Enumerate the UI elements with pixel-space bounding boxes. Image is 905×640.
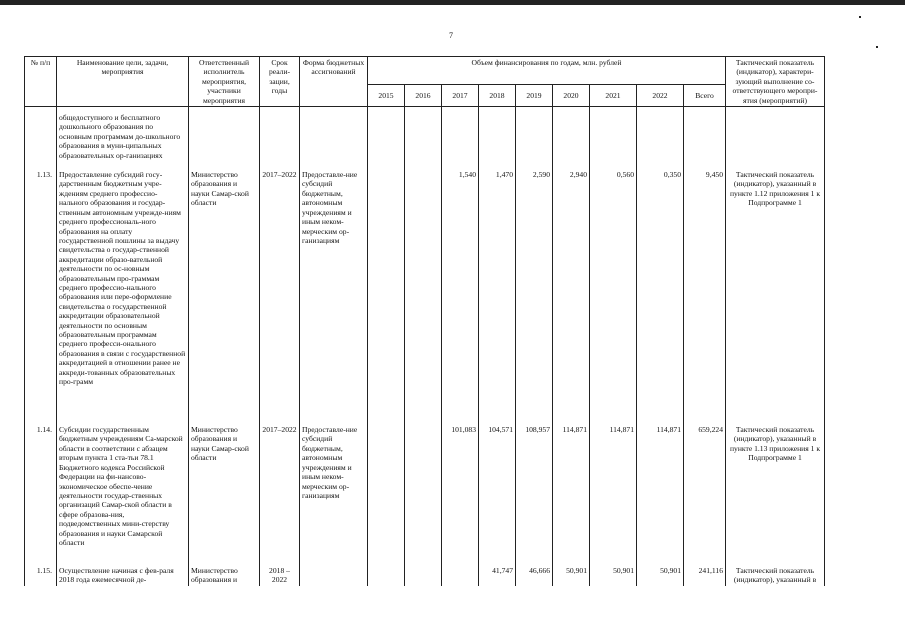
row-value: 50,901 (637, 560, 684, 586)
header-year: 2015 (368, 84, 405, 106)
row-value (516, 107, 553, 165)
header-responsible: Ответственный исполнитель мероприятия, участники мероприятия (189, 57, 260, 107)
row-value: 50,901 (553, 560, 590, 586)
header-form: Форма бюджетных ассигнований (300, 57, 368, 107)
row-value (637, 107, 684, 165)
header-year: 2021 (590, 84, 637, 106)
row-total: 659,224 (684, 419, 726, 560)
row-value (368, 419, 405, 560)
row-name: Субсидии государственным бюджетным учреждениям Са-марской области в соответствии с абзацем вторым пункта 1 ста-тьи 78.1 Бюджетного кодекса Российской Федерации на фи-нансово-экономическое обеспе-чение деятельности государ-ственных организаций Самар-ской области в сфере образова-ния, подведомственных мини-стерству образования и науки Самарской области (57, 419, 189, 560)
row-num: 1.14. (25, 419, 57, 560)
row-value (442, 107, 479, 165)
header-financing: Объем финансирования по годам, млн. рублей (368, 57, 726, 85)
row-value (442, 560, 479, 586)
row-name: Предоставление субсидий госу-дарственным бюджетным учре-ждениям среднего профессио-нального образования и государ-ственным автономным учрежде-ниям среднего профессиональ-ного образования на оплату государственной пошлины за выдачу свидетельства о государ-ственной аккредитации образо-вательной деятельности по ос-новным образовательным про-граммам среднего профессио-нального образования или пере-оформление свидетельства о государственной аккредитации образовательной деятельности по основным образовательным программам среднего професси-онального образования в связи с государственной аккредитацией в отношении ранее не аккреди-тованных образовательных про-грамм (57, 164, 189, 419)
row-value (405, 107, 442, 165)
header-year: 2017 (442, 84, 479, 106)
row-value: 114,871 (590, 419, 637, 560)
financing-table (24, 56, 825, 586)
row-responsible (189, 107, 260, 165)
header-indicator: Тактический показатель (индикатор), характери-зующий выполнение со-ответствующего меропри-ятия (мероприятий) (726, 57, 825, 107)
row-term: 2017–2022 (260, 419, 300, 560)
header-year: 2016 (405, 84, 442, 106)
row-form (300, 560, 368, 586)
header-year: 2018 (479, 84, 516, 106)
row-value (553, 107, 590, 165)
row-responsible: Министерство образования и науки Самар-ской области (189, 164, 260, 419)
row-term (260, 107, 300, 165)
header-name: Наименование цели, задачи, мероприятия (57, 57, 189, 107)
row-value (479, 107, 516, 165)
table-row (25, 419, 825, 560)
row-term: 2017–2022 (260, 164, 300, 419)
header-total: Всего (684, 84, 726, 106)
header-year: 2019 (516, 84, 553, 106)
row-total (684, 107, 726, 165)
row-value: 50,901 (590, 560, 637, 586)
row-value (405, 560, 442, 586)
row-value (405, 164, 442, 419)
row-form: Предоставле-ние субсидий бюджетным, автономным учреждениям и иным неком-мерческим ор-ганизациям (300, 419, 368, 560)
row-form (300, 107, 368, 165)
table-row (25, 560, 825, 586)
row-total: 9,450 (684, 164, 726, 419)
row-responsible: Министерство образования и науки Самар-ской области (189, 419, 260, 560)
row-value: 1,470 (479, 164, 516, 419)
row-name: Осуществление начиная с фев-раля 2018 года ежемесячной де- (57, 560, 189, 586)
row-name: общедоступного и бесплатного дошкольного образования по основным программам до-школьного образования в муни-ципальных образовательных ор-ганизациях (57, 107, 189, 165)
row-term: 2018 – 2022 (260, 560, 300, 586)
row-num (25, 107, 57, 165)
row-form: Предоставле-ние субсидий бюджетным, автономным учреждениям и иным неком-мерческим ор-ганизациям (300, 164, 368, 419)
page-number: 7 (449, 31, 453, 40)
header-term: Срок реали-зации, годы (260, 57, 300, 107)
row-total: 241,116 (684, 560, 726, 586)
row-indicator: Тактический показатель (индикатор), указанный в пункте 1.13 приложения 1 к Подпрограмме 1 (726, 419, 825, 560)
row-num: 1.15. (25, 560, 57, 586)
row-value: 114,871 (553, 419, 590, 560)
page-top-border (0, 0, 905, 5)
row-indicator: Тактический показатель (индикатор), указанный в пункте 1.12 приложения 1 к Подпрограмме 1 (726, 164, 825, 419)
row-value: 41,747 (479, 560, 516, 586)
row-indicator: Тактический показатель (индикатор), указанный в (726, 560, 825, 586)
row-value: 46,666 (516, 560, 553, 586)
row-value: 104,571 (479, 419, 516, 560)
row-value: 101,083 (442, 419, 479, 560)
row-indicator (726, 107, 825, 165)
table-row (25, 107, 825, 165)
row-value: 0,560 (590, 164, 637, 419)
header-num: № п/п (25, 57, 57, 107)
scan-dot (859, 16, 861, 18)
row-value: 2,590 (516, 164, 553, 419)
scan-dot (876, 46, 878, 48)
row-value: 1,540 (442, 164, 479, 419)
table-row (25, 164, 825, 419)
row-value (368, 107, 405, 165)
row-value: 114,871 (637, 419, 684, 560)
row-value: 108,957 (516, 419, 553, 560)
header-year: 2020 (553, 84, 590, 106)
row-responsible: Министерство образования и (189, 560, 260, 586)
row-value: 0,350 (637, 164, 684, 419)
row-value: 2,940 (553, 164, 590, 419)
row-value (368, 164, 405, 419)
row-value (368, 560, 405, 586)
row-value (405, 419, 442, 560)
row-value (590, 107, 637, 165)
header-year: 2022 (637, 84, 684, 106)
row-num: 1.13. (25, 164, 57, 419)
